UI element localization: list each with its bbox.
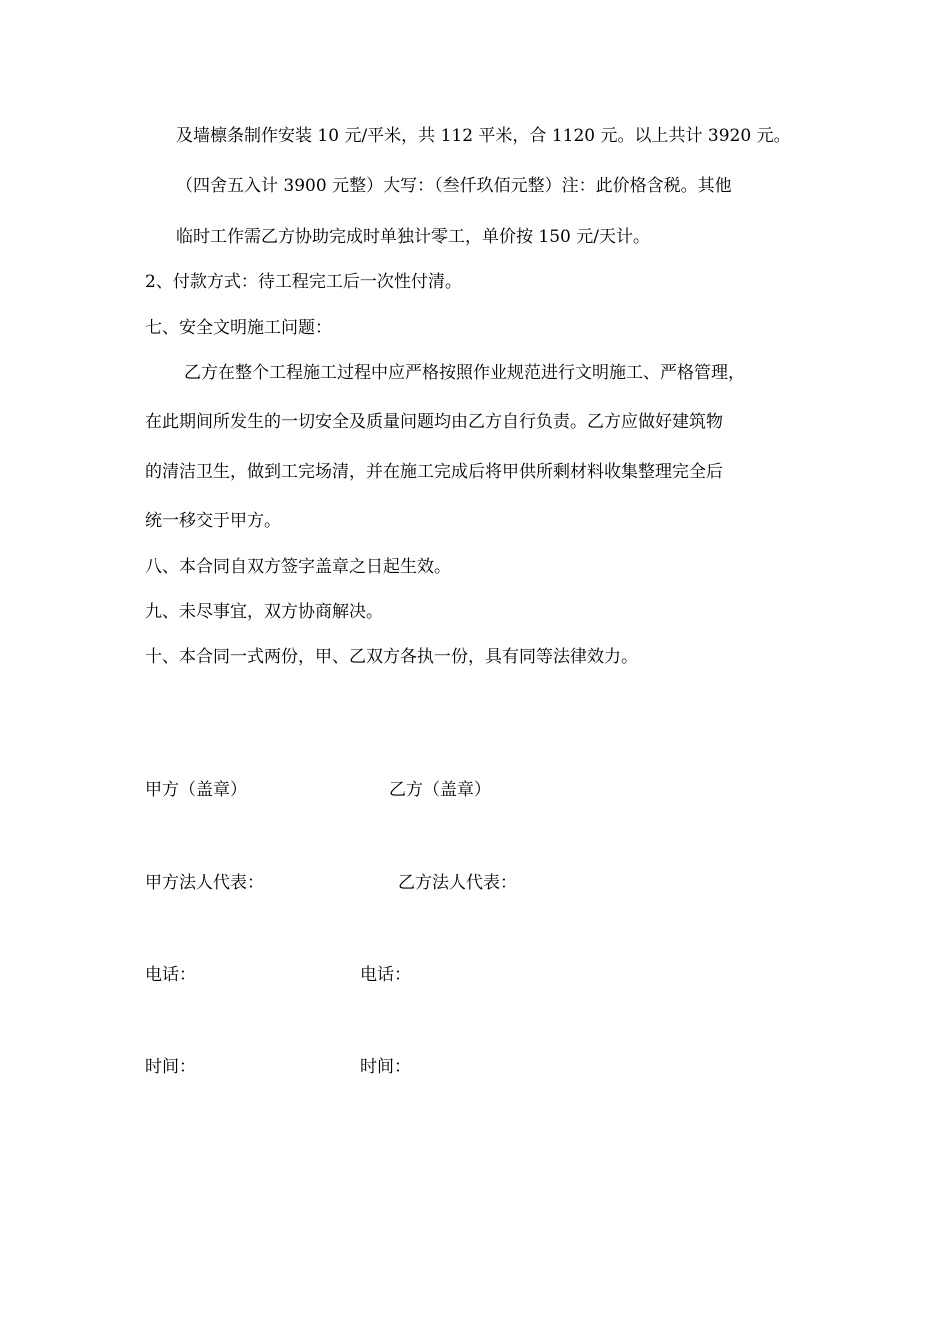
paragraph-line: 统一移交于甲方。 <box>145 511 281 531</box>
party-a-phone-label: 电话： <box>145 965 196 985</box>
party-b-rep-label: 乙方法人代表： <box>398 873 517 893</box>
party-a-date-label: 时间： <box>145 1057 196 1077</box>
party-a-rep-label: 甲方法人代表： <box>145 873 264 893</box>
payment-terms-line: 2、付款方式：待工程完工后一次性付清。 <box>145 272 462 292</box>
paragraph-line: 乙方在整个工程施工过程中应严格按照作业规范进行文明施工、严格管理， <box>184 363 745 383</box>
paragraph-line: 在此期间所发生的一切安全及质量问题均由乙方自行负责。乙方应做好建筑物 <box>145 412 723 432</box>
clause-ten: 十、本合同一式两份，甲、乙双方各执一份，具有同等法律效力。 <box>145 647 638 667</box>
party-b-phone-label: 电话： <box>360 965 411 985</box>
paragraph-line: 临时工作需乙方协助完成时单独计零工，单价按 150 元/天计。 <box>176 227 650 247</box>
paragraph-line: 及墙檩条制作安装 10 元/平米，共 112 平米，合 1120 元。以上共计 3920 元。 <box>176 126 791 146</box>
party-b-date-label: 时间： <box>360 1057 411 1077</box>
clause-eight: 八、本合同自双方签字盖章之日起生效。 <box>145 557 451 577</box>
party-a-seal-label: 甲方（盖章） <box>145 780 247 800</box>
party-b-seal-label: 乙方（盖章） <box>389 780 491 800</box>
section-heading-safety: 七、安全文明施工问题： <box>145 318 332 338</box>
paragraph-line: （四舍五入计 3900 元整）大写：（叁仟玖佰元整）注：此价格含税。其他 <box>176 176 732 196</box>
paragraph-line: 的清洁卫生，做到工完场清，并在施工完成后将甲供所剩材料收集整理完全后 <box>145 462 723 482</box>
clause-nine: 九、未尽事宜，双方协商解决。 <box>145 602 383 622</box>
